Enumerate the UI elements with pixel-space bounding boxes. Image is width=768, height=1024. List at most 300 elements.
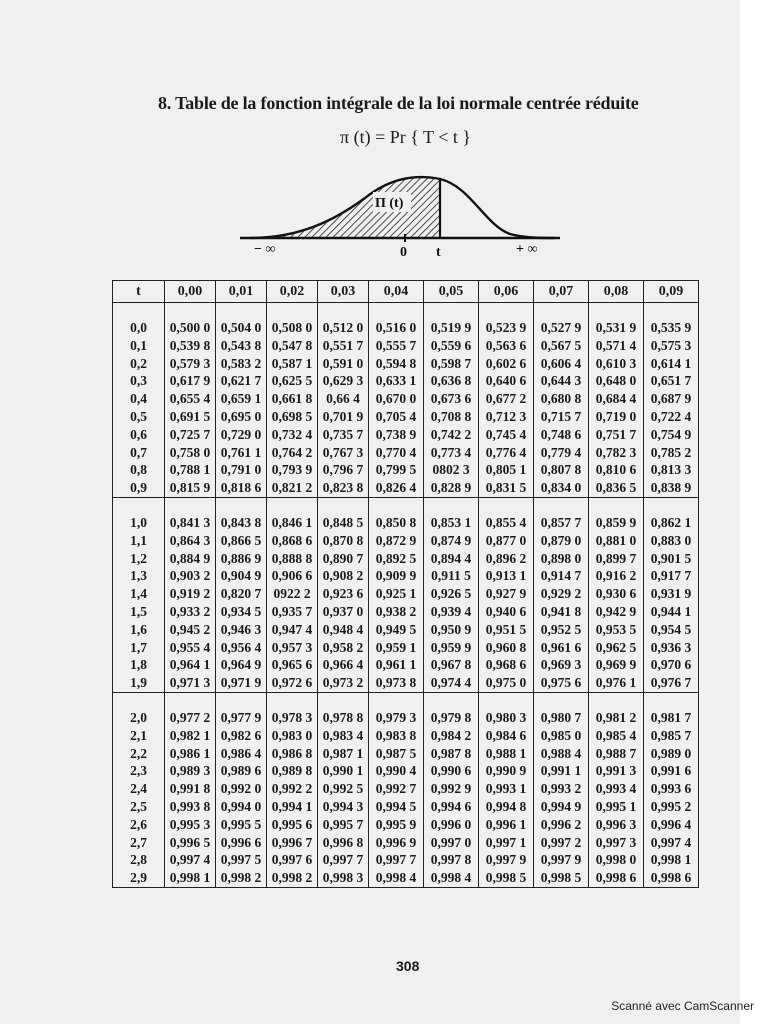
table-cell: 0,992 9	[430, 781, 472, 797]
value-column	[479, 693, 534, 888]
value-column	[589, 693, 644, 888]
table-cell: 0,888 8	[271, 550, 313, 566]
table-cell: 0,959 1	[375, 639, 417, 655]
table-cell: 0,953 5	[595, 621, 637, 637]
table-cell: 0,985 7	[650, 727, 692, 743]
table-cell: 0,857 7	[540, 515, 582, 530]
t-value: 0,6	[130, 426, 147, 442]
table-cell: 0,927 9	[485, 586, 527, 602]
table-cell: 0,563 6	[485, 337, 527, 353]
table-cell: 0,879 0	[540, 532, 582, 548]
table-cell: 0,636 8	[430, 373, 472, 389]
table-cell: 0,543 8	[220, 337, 262, 353]
t-value: 0,9	[130, 480, 147, 496]
table-cell: 0,892 5	[375, 550, 417, 566]
table-cell: 0,644 3	[540, 373, 582, 389]
table-cell: 0,996 8	[322, 834, 364, 850]
normal-curve-figure	[240, 160, 560, 260]
shaded-area	[250, 177, 440, 238]
table-cell: 0,629 3	[322, 373, 364, 389]
header-column: 0,05	[424, 281, 479, 303]
value-column	[369, 303, 424, 498]
table-cell: 0,962 5	[595, 639, 637, 655]
table-cell: 0802 3	[432, 462, 470, 478]
formula: π (t) = Pr { T < t }	[340, 127, 472, 147]
table-cell: 0922 2	[273, 586, 311, 602]
table-cell: 0,925 1	[375, 586, 417, 602]
table-cell: 0,512 0	[322, 320, 364, 335]
table-cell: 0,559 6	[430, 337, 472, 353]
table-cell: 0,838 9	[650, 480, 692, 496]
table-cell: 0,938 2	[375, 603, 417, 619]
table-cell: 0,793 9	[271, 462, 313, 478]
header-column: 0,02	[267, 281, 318, 303]
table-cell: 0,908 2	[322, 568, 364, 584]
table-cell: 0,996 3	[595, 816, 637, 832]
value-column	[318, 303, 369, 498]
table-cell: 0,994 9	[540, 798, 582, 814]
table-cell: 0,939 4	[430, 603, 472, 619]
table-cell: 0,954 5	[650, 621, 692, 637]
value-column	[369, 693, 424, 888]
table-cell: 0,901 5	[650, 550, 692, 566]
table-cell: 0,996 2	[540, 816, 582, 832]
table-cell: 0,987 5	[375, 745, 417, 761]
table-cell: 0,899 7	[595, 550, 637, 566]
table-cell: 0,994 0	[220, 798, 262, 814]
table-cell: 0,983 8	[375, 727, 417, 743]
table-cell: 0,978 3	[271, 710, 313, 725]
table-cell: 0,923 6	[322, 586, 364, 602]
table-cell: 0,633 1	[375, 373, 417, 389]
table-cell: 0,965 6	[271, 657, 313, 673]
table-cell: 0,998 6	[595, 870, 637, 886]
table-cell: 0,979 3	[375, 710, 417, 725]
table-cell: 0,602 6	[485, 355, 527, 371]
value-column	[589, 498, 644, 693]
table-cell: 0,989 3	[169, 763, 211, 779]
table-cell: 0,732 4	[271, 426, 313, 442]
table-cell: 0,807 8	[540, 462, 582, 478]
table-cell: 0,948 4	[322, 621, 364, 637]
table-cell: 0,991 3	[595, 763, 637, 779]
normal-distribution-table	[112, 280, 699, 888]
t-value: 0,5	[130, 408, 147, 424]
table-cell: 0,855 4	[485, 515, 527, 530]
table-cell: 0,995 2	[650, 798, 692, 814]
table-cell: 0,991 6	[650, 763, 692, 779]
table-cell: 0,995 9	[375, 816, 417, 832]
table-cell: 0,651 7	[650, 373, 692, 389]
table-cell: 0,993 1	[485, 781, 527, 797]
table-cell: 0,745 4	[485, 426, 527, 442]
table-cell: 0,698 5	[271, 408, 313, 424]
table-cell: 0,754 9	[650, 426, 692, 442]
table-cell: 0,988 1	[485, 745, 527, 761]
table-cell: 0,911 5	[431, 568, 471, 584]
table-cell: 0,973 2	[322, 675, 364, 691]
value-column	[644, 303, 699, 498]
t-value: 2,1	[130, 727, 147, 743]
value-column	[589, 303, 644, 498]
value-column	[318, 693, 369, 888]
table-cell: 0,673 6	[430, 391, 472, 407]
table-cell: 0,823 8	[322, 480, 364, 496]
t-value: 1,0	[130, 515, 147, 530]
t-value: 2,4	[130, 781, 147, 797]
table-cell: 0,936 3	[650, 639, 692, 655]
value-column	[424, 693, 479, 888]
table-cell: 0,947 4	[271, 621, 313, 637]
table-cell: 0,990 1	[322, 763, 364, 779]
header-row	[113, 281, 699, 303]
table-cell: 0,937 0	[322, 603, 364, 619]
table-cell: 0,575 3	[650, 337, 692, 353]
table-cell: 0,997 0	[430, 834, 472, 850]
table-cell: 0,956 4	[220, 639, 262, 655]
table-cell: 0,996 9	[375, 834, 417, 850]
table-cell: 0,695 0	[220, 408, 262, 424]
table-cell: 0,625 5	[271, 373, 313, 389]
table-cell: 0,980 7	[540, 710, 582, 725]
value-column	[534, 498, 589, 693]
table-cell: 0,989 6	[220, 763, 262, 779]
table-cell: 0,751 7	[595, 426, 637, 442]
table-cell: 0,977 9	[220, 710, 262, 725]
table-cell: 0,821 2	[271, 480, 313, 496]
table-cell: 0,913 1	[485, 568, 527, 584]
table-cell: 0,729 0	[220, 426, 262, 442]
table-cell: 0,862 1	[650, 515, 692, 530]
value-column	[534, 303, 589, 498]
table-cell: 0,997 7	[375, 852, 417, 868]
table-cell: 0,985 4	[595, 727, 637, 743]
t-value: 1,7	[130, 639, 147, 655]
table-cell: 0,993 6	[650, 781, 692, 797]
table-cell: 0,820 7	[220, 586, 262, 602]
table-cell: 0,933 2	[169, 603, 211, 619]
table-block	[113, 303, 699, 498]
table-cell: 0,991 1	[540, 763, 582, 779]
t-value: 0,1	[130, 337, 147, 353]
table-cell: 0,531 9	[595, 320, 637, 335]
table-cell: 0,725 7	[169, 426, 211, 442]
table-cell: 0,917 7	[650, 568, 692, 584]
table-cell: 0,998 1	[650, 852, 692, 868]
t-value: 2,3	[130, 763, 147, 779]
table-cell: 0,945 2	[169, 621, 211, 637]
table-cell: 0,661 8	[271, 391, 313, 407]
table-cell: 0,886 9	[220, 550, 262, 566]
table-cell: 0,831 5	[485, 480, 527, 496]
table-cell: 0,972 6	[271, 675, 313, 691]
table-cell: 0,946 3	[220, 621, 262, 637]
table-cell: 0,898 0	[540, 550, 582, 566]
table-cell: 0,874 9	[430, 532, 472, 548]
table-cell: 0,818 6	[220, 480, 262, 496]
table-cell: 0,934 5	[220, 603, 262, 619]
table-cell: 0,587 1	[271, 355, 313, 371]
table-cell: 0,976 7	[650, 675, 692, 691]
page-title: 8. Table de la fonction intégrale de la loi normale centrée réduite	[158, 93, 639, 113]
table-cell: 0,996 7	[271, 834, 313, 850]
table-cell: 0,527 9	[540, 320, 582, 335]
t-value: 1,2	[130, 550, 147, 566]
table-cell: 0,997 2	[540, 834, 582, 850]
table-cell: 0,761 1	[220, 444, 262, 460]
area-label: Π (t)	[375, 196, 404, 211]
value-column	[216, 693, 267, 888]
table-cell: 0,987 8	[430, 745, 472, 761]
table-cell: 0,996 5	[169, 834, 211, 850]
t-value: 0,7	[130, 444, 147, 460]
table-cell: 0,890 7	[322, 550, 364, 566]
table-cell: 0,776 4	[485, 444, 527, 460]
table-cell: 0,841 3	[169, 515, 211, 530]
table-cell: 0,796 7	[322, 462, 364, 478]
table-cell: 0,516 0	[375, 320, 417, 335]
table-cell: 0,773 4	[430, 444, 472, 460]
table-cell: 0,930 6	[595, 586, 637, 602]
table-cell: 0,691 5	[169, 408, 211, 424]
table-cell: 0,997 4	[650, 834, 692, 850]
t-value: 1,4	[130, 586, 147, 602]
minus-infinity: − ∞	[254, 242, 276, 257]
table-cell: 0,916 2	[595, 568, 637, 584]
table-cell: 0,998 3	[322, 870, 364, 886]
table-cell: 0,791 0	[220, 462, 262, 478]
table-cell: 0,828 9	[430, 480, 472, 496]
table-cell: 0,980 3	[485, 710, 527, 725]
table-cell: 0,535 9	[650, 320, 692, 335]
table-cell: 0,770 4	[375, 444, 417, 460]
value-column	[165, 693, 216, 888]
table-cell: 0,591 0	[322, 355, 364, 371]
table-cell: 0,859 9	[595, 515, 637, 530]
table-cell: 0,986 4	[220, 745, 262, 761]
value-column	[479, 498, 534, 693]
table-cell: 0,670 0	[375, 391, 417, 407]
table-cell: 0,995 6	[271, 816, 313, 832]
table-cell: 0,884 9	[169, 550, 211, 566]
table-cell: 0,998 5	[485, 870, 527, 886]
value-column	[479, 303, 534, 498]
table-cell: 0,909 9	[375, 568, 417, 584]
table-cell: 0,995 7	[322, 816, 364, 832]
table-cell: 0,813 3	[650, 462, 692, 478]
t-value: 0,3	[130, 373, 147, 389]
table-cell: 0,868 6	[271, 532, 313, 548]
t-value: 2,5	[130, 798, 147, 814]
table-cell: 0,971 3	[169, 675, 211, 691]
table-cell: 0,960 8	[485, 639, 527, 655]
table-cell: 0,500 0	[169, 320, 211, 335]
table-cell: 0,997 4	[169, 852, 211, 868]
header-column: 0,00	[165, 281, 216, 303]
value-column	[267, 693, 318, 888]
table-cell: 0,978 8	[322, 710, 364, 725]
table-cell: 0,998 1	[169, 870, 211, 886]
table-cell: 0,944 1	[650, 603, 692, 619]
table-cell: 0,981 2	[595, 710, 637, 725]
table-cell: 0,836 5	[595, 480, 637, 496]
table-cell: 0,659 1	[220, 391, 262, 407]
table-cell: 0,952 5	[540, 621, 582, 637]
t-value: 2,9	[130, 870, 147, 886]
t-value: 0,0	[130, 320, 147, 335]
table-cell: 0,966 4	[322, 657, 364, 673]
table-cell: 0,996 1	[485, 816, 527, 832]
value-column	[165, 303, 216, 498]
table-cell: 0,991 8	[169, 781, 211, 797]
table-cell: 0,894 4	[430, 550, 472, 566]
table-cell: 0,979 8	[430, 710, 472, 725]
table-cell: 0,735 7	[322, 426, 364, 442]
table-cell: 0,539 8	[169, 337, 211, 353]
table-cell: 0,998 2	[220, 870, 262, 886]
table-cell: 0,986 8	[271, 745, 313, 761]
table-cell: 0,853 1	[430, 515, 472, 530]
t-value: 0,4	[130, 391, 147, 407]
table-cell: 0,995 1	[595, 798, 637, 814]
table-cell: 0,969 9	[595, 657, 637, 673]
table-cell: 0,981 7	[650, 710, 692, 725]
table-cell: 0,994 5	[375, 798, 417, 814]
table-cell: 0,701 9	[322, 408, 364, 424]
table-cell: 0,993 2	[540, 781, 582, 797]
t-value: 1,8	[130, 657, 147, 673]
value-column	[369, 498, 424, 693]
zero-label: 0	[400, 245, 407, 260]
table-cell: 0,914 7	[540, 568, 582, 584]
table-cell: 0,617 9	[169, 373, 211, 389]
table-cell: 0,843 8	[220, 515, 262, 530]
table-cell: 0,964 1	[169, 657, 211, 673]
table-cell: 0,677 2	[485, 391, 527, 407]
table-cell: 0,995 3	[169, 816, 211, 832]
table-cell: 0,975 0	[485, 675, 527, 691]
table-cell: 0,614 1	[650, 355, 692, 371]
header-column: 0,04	[369, 281, 424, 303]
t-column	[113, 693, 165, 888]
table-cell: 0,988 4	[540, 745, 582, 761]
value-column	[267, 498, 318, 693]
t-label: t	[436, 245, 441, 260]
table-cell: 0,968 6	[485, 657, 527, 673]
table-cell: 0,949 5	[375, 621, 417, 637]
table-cell: 0,782 3	[595, 444, 637, 460]
table-cell: 0,997 9	[485, 852, 527, 868]
value-column	[318, 498, 369, 693]
table-cell: 0,998 4	[430, 870, 472, 886]
table-cell: 0,997 5	[220, 852, 262, 868]
table-cell: 0,547 8	[271, 337, 313, 353]
t-value: 2,7	[130, 834, 147, 850]
table-cell: 0,955 4	[169, 639, 211, 655]
table-cell: 0,994 1	[271, 798, 313, 814]
table-cell: 0,621 7	[220, 373, 262, 389]
t-value: 1,6	[130, 621, 147, 637]
t-value: 2,8	[130, 852, 147, 868]
table-cell: 0,567 5	[540, 337, 582, 353]
table-cell: 0,998 5	[540, 870, 582, 886]
plus-infinity: + ∞	[516, 242, 538, 257]
table-cell: 0,931 9	[650, 586, 692, 602]
value-column	[267, 303, 318, 498]
table-cell: 0,982 6	[220, 727, 262, 743]
table-cell: 0,993 8	[169, 798, 211, 814]
table-cell: 0,982 1	[169, 727, 211, 743]
table-cell: 0,708 8	[430, 408, 472, 424]
table-cell: 0,997 6	[271, 852, 313, 868]
table-cell: 0,877 0	[485, 532, 527, 548]
t-value: 1,5	[130, 603, 147, 619]
table-cell: 0,551 7	[322, 337, 364, 353]
table-cell: 0,996 4	[650, 816, 692, 832]
table-cell: 0,788 1	[169, 462, 211, 478]
table-cell: 0,906 6	[271, 568, 313, 584]
table-cell: 0,957 3	[271, 639, 313, 655]
table-cell: 0,998 0	[595, 852, 637, 868]
table-cell: 0,598 7	[430, 355, 472, 371]
table-cell: 0,719 0	[595, 408, 637, 424]
table-cell: 0,996 6	[220, 834, 262, 850]
table-cell: 0,610 3	[595, 355, 637, 371]
header-column: 0,03	[318, 281, 369, 303]
table-cell: 0,883 0	[650, 532, 692, 548]
table-cell: 0,997 7	[322, 852, 364, 868]
table-cell: 0,992 2	[271, 781, 313, 797]
table-cell: 0,684 4	[595, 391, 637, 407]
table-cell: 0,994 8	[485, 798, 527, 814]
table-cell: 0,950 9	[430, 621, 472, 637]
table-cell: 0,975 6	[540, 675, 582, 691]
table-cell: 0,504 0	[220, 320, 262, 335]
header-column: 0,06	[479, 281, 534, 303]
value-column	[424, 498, 479, 693]
table-block	[113, 498, 699, 693]
t-column	[113, 498, 165, 693]
table-cell: 0,870 8	[322, 532, 364, 548]
scanner-watermark: Scanné avec CamScanner	[611, 999, 754, 1013]
table-cell: 0,508 0	[271, 320, 313, 335]
table-cell: 0,976 1	[595, 675, 637, 691]
table-cell: 0,738 9	[375, 426, 417, 442]
table-cell: 0,640 6	[485, 373, 527, 389]
table-cell: 0,992 7	[375, 781, 417, 797]
table-cell: 0,594 8	[375, 355, 417, 371]
table-cell: 0,919 2	[169, 586, 211, 602]
table-cell: 0,994 3	[322, 798, 364, 814]
table-cell: 0,758 0	[169, 444, 211, 460]
t-value: 0,2	[130, 355, 147, 371]
table-cell: 0,805 1	[485, 462, 527, 478]
table-cell: 0,992 5	[322, 781, 364, 797]
table-cell: 0,990 9	[485, 763, 527, 779]
table-cell: 0,872 9	[375, 532, 417, 548]
table-cell: 0,926 5	[430, 586, 472, 602]
table-cell: 0,995 5	[220, 816, 262, 832]
table-cell: 0,705 4	[375, 408, 417, 424]
table-cell: 0,992 0	[220, 781, 262, 797]
table-cell: 0,942 9	[595, 603, 637, 619]
table-cell: 0,989 0	[650, 745, 692, 761]
table-cell: 0,997 3	[595, 834, 637, 850]
table-cell: 0,846 1	[271, 515, 313, 530]
table-cell: 0,929 2	[540, 586, 582, 602]
table-cell: 0,984 2	[430, 727, 472, 743]
header-column: 0,01	[216, 281, 267, 303]
